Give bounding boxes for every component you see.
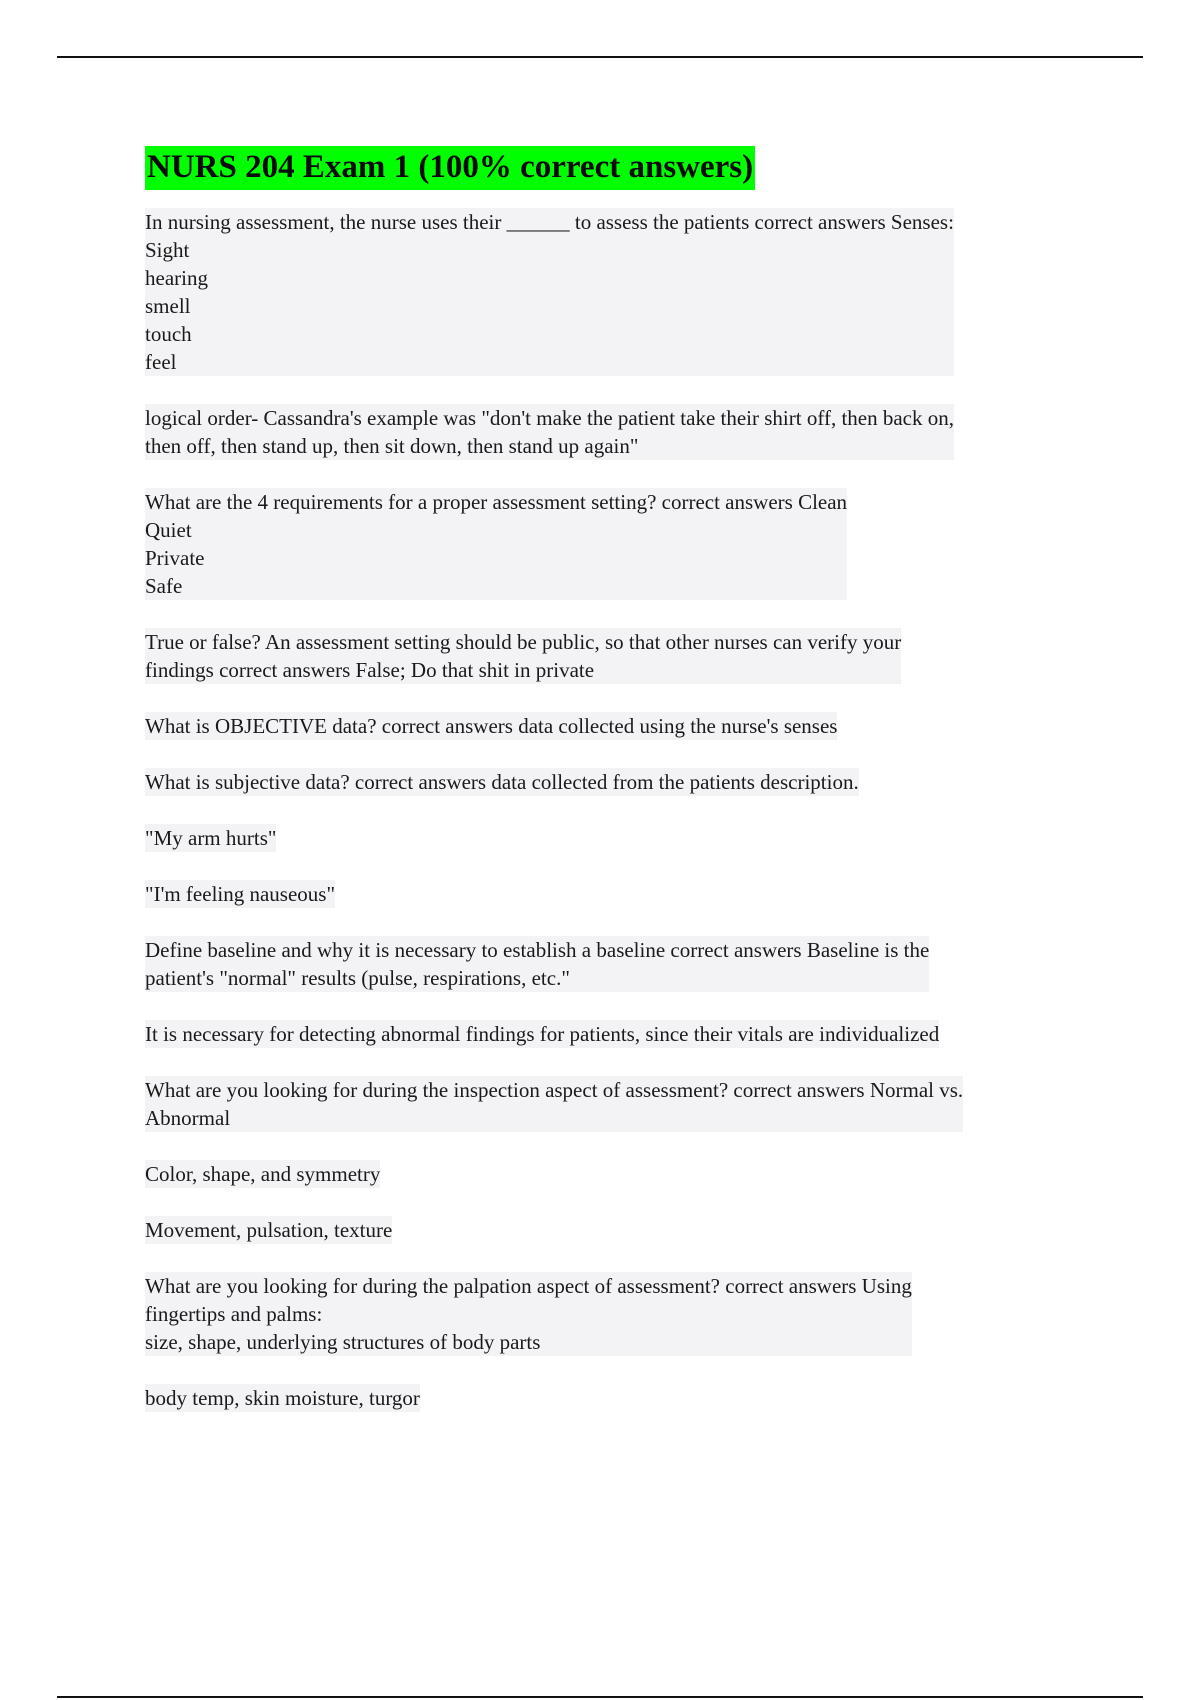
qa-text xyxy=(145,404,954,460)
qa-block xyxy=(145,1216,1105,1244)
text-line: Movement, pulsation, texture xyxy=(145,1218,393,1242)
text-line: then off, then stand up, then sit down, then stand up again" xyxy=(145,434,639,458)
qa-block xyxy=(145,488,1105,600)
qa-text xyxy=(145,768,859,796)
qa-text xyxy=(145,1020,939,1048)
qa-block xyxy=(145,880,1105,908)
qa-list xyxy=(145,208,1105,1412)
text-line: Define baseline and why it is necessary to establish a baseline correct answers Baseline is the xyxy=(145,938,930,962)
qa-text xyxy=(145,824,276,852)
text-line: It is necessary for detecting abnormal findings for patients, since their vitals are individualized xyxy=(145,1022,940,1046)
text-line: body temp, skin moisture, turgor xyxy=(145,1386,420,1410)
text-line: logical order- Cassandra's example was "don't make the patient take their shirt off, then back on, xyxy=(145,406,954,430)
text-line: "I'm feeling nauseous" xyxy=(145,882,336,906)
qa-block xyxy=(145,936,1105,992)
qa-block xyxy=(145,1020,1105,1048)
qa-block xyxy=(145,1272,1105,1356)
qa-text xyxy=(145,1272,912,1356)
document-title: NURS 204 Exam 1 (100% correct answers) xyxy=(145,146,755,190)
qa-text xyxy=(145,880,335,908)
qa-text xyxy=(145,1076,963,1132)
qa-text xyxy=(145,488,847,600)
text-line: What is subjective data? correct answers data collected from the patients description. xyxy=(145,770,859,794)
qa-text xyxy=(145,1160,380,1188)
qa-block xyxy=(145,1076,1105,1132)
qa-block xyxy=(145,628,1105,684)
qa-block xyxy=(145,768,1105,796)
text-line: Safe xyxy=(145,574,183,598)
qa-text xyxy=(145,936,929,992)
text-line: Private xyxy=(145,546,205,570)
bottom-rule xyxy=(57,1696,1143,1698)
text-line: What are you looking for during the palpation aspect of assessment? correct answers Using xyxy=(145,1274,912,1298)
text-line: patient's "normal" results (pulse, respirations, etc." xyxy=(145,966,570,990)
text-line: Color, shape, and symmetry xyxy=(145,1162,381,1186)
text-line: findings correct answers False; Do that shit in private xyxy=(145,658,595,682)
qa-block xyxy=(145,1384,1105,1412)
qa-text xyxy=(145,1384,420,1412)
text-line: What is OBJECTIVE data? correct answers data collected using the nurse's senses xyxy=(145,714,838,738)
qa-block xyxy=(145,1160,1105,1188)
text-line: True or false? An assessment setting should be public, so that other nurses can verify your xyxy=(145,630,902,654)
qa-block xyxy=(145,404,1105,460)
text-line: Quiet xyxy=(145,518,192,542)
text-line: Sight xyxy=(145,238,190,262)
top-rule xyxy=(57,56,1143,58)
text-line: fingertips and palms: xyxy=(145,1302,323,1326)
qa-text xyxy=(145,208,954,376)
text-line: hearing xyxy=(145,266,208,290)
qa-block xyxy=(145,824,1105,852)
qa-text xyxy=(145,628,901,684)
text-line: In nursing assessment, the nurse uses their ______ to assess the patients correct answers Senses: xyxy=(145,210,954,234)
text-line: What are you looking for during the inspection aspect of assessment? correct answers Normal vs. xyxy=(145,1078,964,1102)
qa-block xyxy=(145,712,1105,740)
qa-text xyxy=(145,1216,392,1244)
text-line: What are the 4 requirements for a proper assessment setting? correct answers Clean xyxy=(145,490,848,514)
document-body xyxy=(145,146,1105,1440)
text-line: touch xyxy=(145,322,192,346)
text-line: Abnormal xyxy=(145,1106,231,1130)
qa-block xyxy=(145,208,1105,376)
text-line: "My arm hurts" xyxy=(145,826,277,850)
qa-text xyxy=(145,712,837,740)
text-line: size, shape, underlying structures of body parts xyxy=(145,1330,541,1354)
text-line: smell xyxy=(145,294,191,318)
text-line: feel xyxy=(145,350,177,374)
